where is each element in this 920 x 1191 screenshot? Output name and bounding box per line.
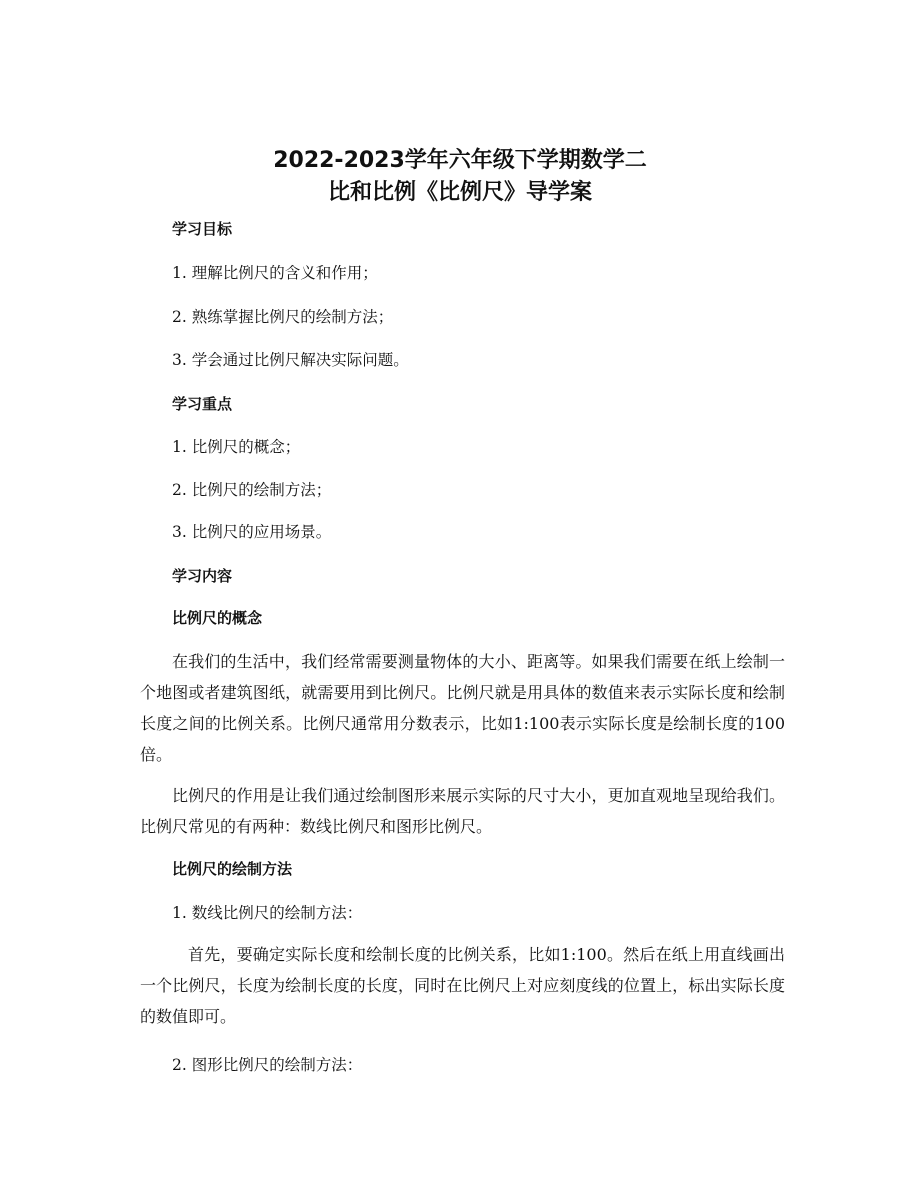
key-point-item-3: 3. 比例尺的应用场景。 (172, 523, 332, 541)
key-point-item-2: 2. 比例尺的绘制方法； (172, 481, 332, 499)
concept-paragraph-1: 在我们的生活中，我们经常需要测量物体的大小、距离等。如果我们需要在纸上绘制一个地图或者建筑图纸，就需要用到比例尺。比例尺就是用具体的数值来表示实际长度和绘制长度之间的比例关系。比例尺通常用分数表示，比如1:100表示实际长度是绘制长度的100倍。 (140, 652, 785, 764)
objective-item-3: 3. 学会通过比例尺解决实际问题。 (172, 351, 409, 369)
content-heading: 学习内容 (172, 567, 233, 585)
objectives-heading: 学习目标 (172, 220, 233, 238)
document-title-line1: 2022-2023学年六年级下学期数学二 (273, 148, 647, 173)
method-item-1-text: 首先，要确定实际长度和绘制长度的比例关系，比如1:100。然后在纸上用直线画出一个比例尺，长度为绘制长度的长度，同时在比例尺上对应刻度线的位置上，标出实际长度的数值即可。 (140, 945, 785, 1026)
method-item-2: 2. 图形比例尺的绘制方法： (172, 1056, 363, 1074)
method-item-1: 1. 数线比例尺的绘制方法： (172, 904, 363, 922)
key-points-heading: 学习重点 (172, 395, 233, 413)
method-heading: 比例尺的绘制方法 (172, 860, 293, 878)
objective-item-1: 1. 理解比例尺的含义和作用； (172, 264, 378, 282)
document-title-line2: 比和比例《比例尺》导学案 (327, 180, 592, 205)
objective-item-2: 2. 熟练掌握比例尺的绘制方法； (172, 308, 394, 326)
concept-heading: 比例尺的概念 (172, 609, 263, 627)
key-point-item-1: 1. 比例尺的概念； (172, 438, 301, 456)
concept-paragraph-2: 比例尺的作用是让我们通过绘制图形来展示实际的尺寸大小，更加直观地呈现给我们。比例尺常见的有两种：数线比例尺和图形比例尺。 (140, 786, 785, 836)
